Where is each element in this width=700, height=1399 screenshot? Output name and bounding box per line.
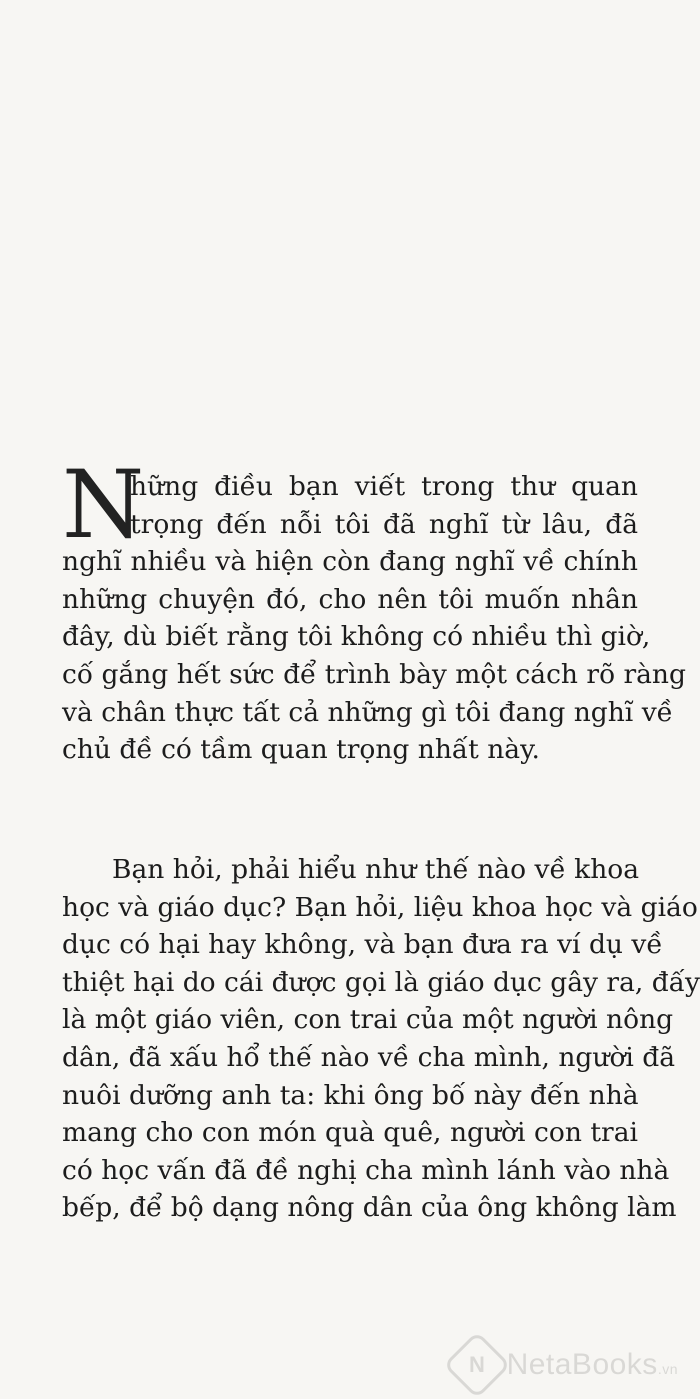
text-line: nuôi dưỡng anh ta: khi ông bố này đến nhà	[62, 1079, 639, 1111]
text-line: những chuyện đó, cho nên tôi muốn nhân	[62, 583, 638, 615]
paragraph-1	[62, 451, 686, 769]
text-line: Bạn hỏi, phải hiểu như thế nào về khoa	[112, 854, 640, 885]
text-line: đây, dù biết rằng tôi không có nhiều thì giờ,	[62, 621, 651, 653]
text-line: dục có hại hay không, và bạn đưa ra ví dụ về	[62, 929, 663, 961]
text-line: dân, đã xấu hổ thế nào về cha mình, người đã	[62, 1041, 676, 1073]
netabooks-watermark	[453, 1341, 678, 1389]
text-line: có học vấn đã đề nghị cha mình lánh vào nhà	[62, 1154, 670, 1186]
text-line: cố gắng hết sức để trình bày một cách rõ ràng	[62, 658, 686, 690]
text-line: và chân thực tất cả những gì tôi đang nghĩ về	[62, 696, 673, 728]
text-line: bếp, để bộ dạng nông dân của ông không làm	[62, 1192, 677, 1224]
watermark-brand: NetaBooks.vn	[506, 1348, 678, 1381]
text-line: nghĩ nhiều và hiện còn đang nghĩ về chính	[62, 546, 638, 578]
text-line: chủ đề có tầm quan trọng nhất này.	[62, 734, 540, 766]
netabooks-logo-icon: N	[443, 1331, 511, 1399]
text-line: mang cho con món quà quê, người con trai	[62, 1117, 638, 1149]
text-line: là một giáo viên, con trai của một người nông	[62, 1004, 674, 1036]
text-line: học và giáo dục? Bạn hỏi, liệu khoa học và giáo	[62, 891, 698, 923]
text-line: trọng đến nỗi tôi đã nghĩ từ lâu, đã	[130, 508, 638, 540]
paragraph-2	[62, 851, 700, 1227]
text-line: thiệt hại do cái được gọi là giáo dục gây ra, đấy	[62, 966, 700, 998]
text-line: hững điều bạn viết trong thư quan	[130, 471, 638, 502]
drop-cap: N	[62, 451, 145, 560]
